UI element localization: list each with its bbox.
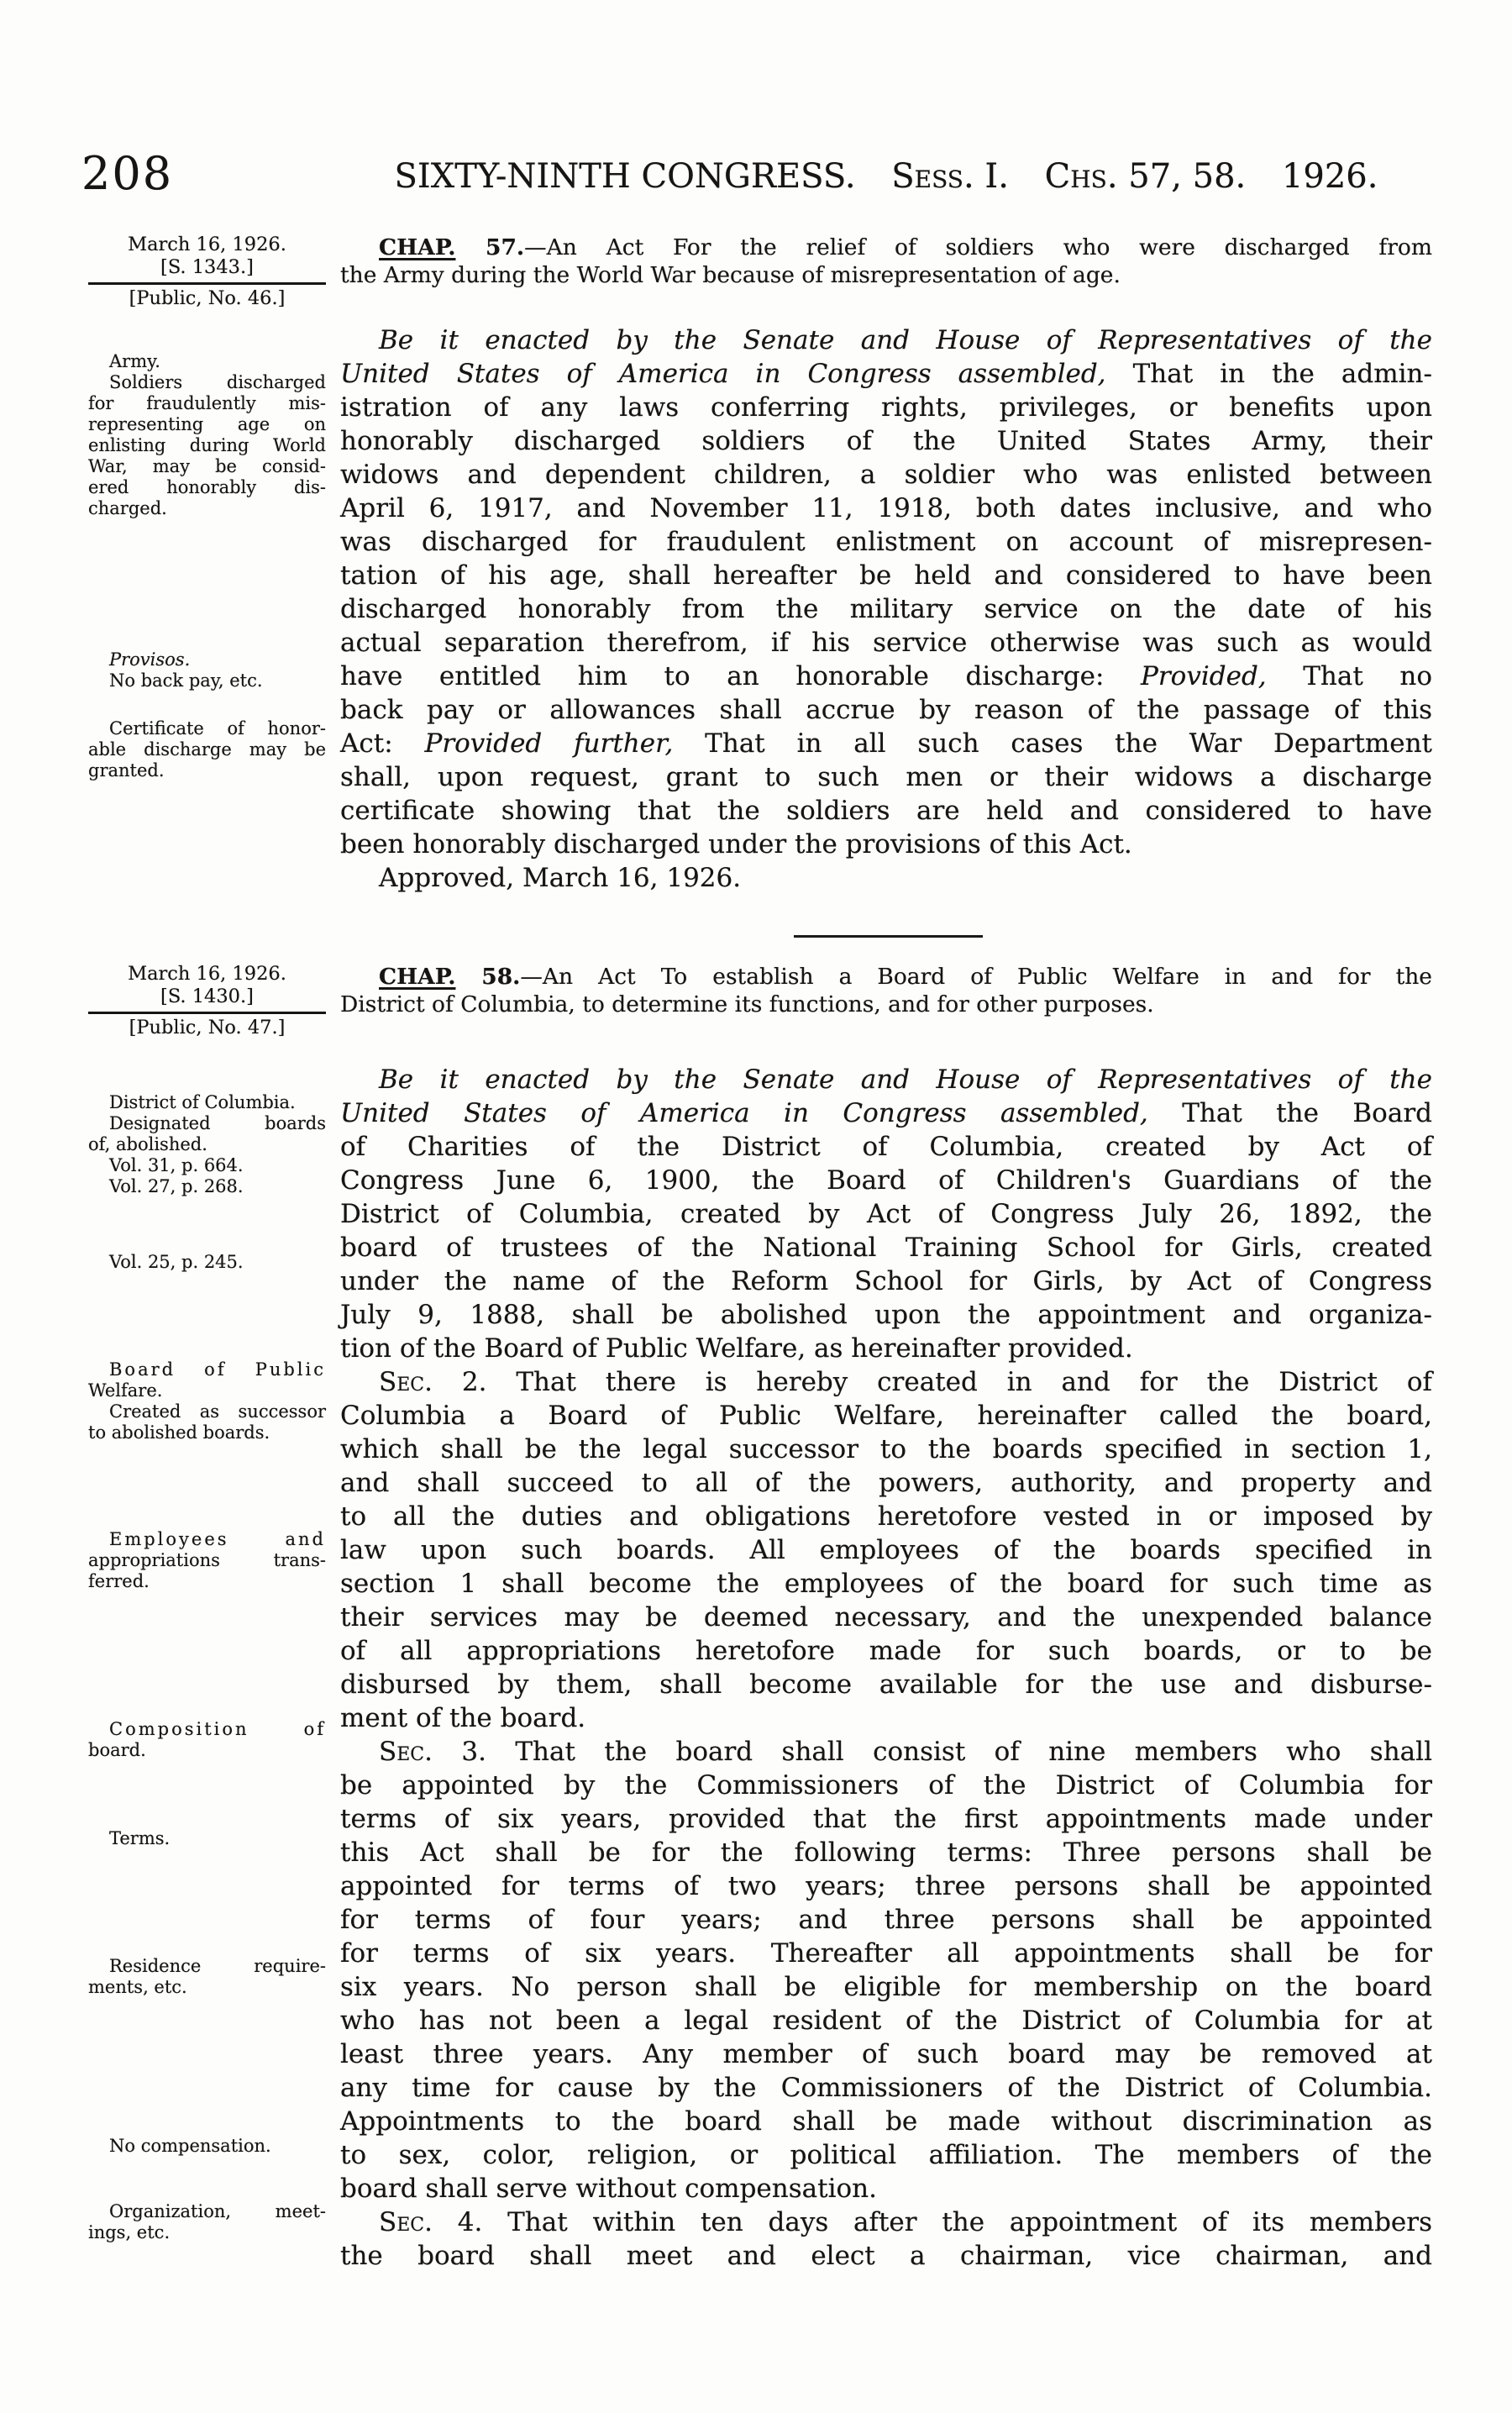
statute-text-line: under the name of the Reform School for Girls, by Act of Congress	[340, 1266, 1432, 1296]
margin-note-line: Board of Public	[109, 1359, 326, 1380]
margin-note-line: Vol. 27, p. 268.	[109, 1176, 244, 1196]
act-title-line: CHAP. 58.—An Act To establish a Board of Public Welfare in and for the	[379, 964, 1432, 990]
margin-note-line: Certificate of honor-	[109, 718, 326, 739]
statute-text-line: to sex, color, religion, or political affiliation. The members of the	[340, 2140, 1432, 2170]
margin-note-line: Army.	[109, 351, 160, 371]
sidenote-rule	[88, 282, 326, 285]
statute-text-line: and shall succeed to all of the powers, authority, and property and	[340, 1468, 1432, 1498]
statute-text-line: actual separation therefrom, if his service otherwise was such as would	[340, 628, 1432, 658]
margin-note-line: of, abolished.	[88, 1134, 207, 1154]
statute-text-line: for terms of four years; and three persons shall be appointed	[340, 1905, 1432, 1935]
sidenote-bill-number: [S. 1430.]	[160, 986, 254, 1007]
statute-text-line: ment of the board.	[340, 1703, 586, 1733]
statute-text-line: April 6, 1917, and November 11, 1918, both dates inclusive, and who	[340, 493, 1432, 523]
statute-text-line: Appointments to the board shall be made without discrimination as	[340, 2106, 1432, 2137]
margin-note-line: charged.	[88, 498, 167, 518]
statute-text-line: honorably discharged soldiers of the United States Army, their	[340, 426, 1432, 456]
chapter-divider-rule	[794, 935, 983, 938]
sidenote-bill-number: [S. 1343.]	[160, 256, 254, 278]
statute-text-line: United States of America in Congress assembled, That in the admin-	[340, 359, 1432, 389]
statute-text-line: law upon such boards. All employees of the boards specified in	[340, 1535, 1432, 1565]
sidenote-rule	[88, 1012, 326, 1014]
margin-note-provisos	[88, 649, 326, 691]
sidenote-public-law: [Public, No. 47.]	[129, 1017, 286, 1038]
statute-text-line: Approved, March 16, 1926.	[379, 863, 742, 893]
margin-note-line: board.	[88, 1740, 146, 1760]
running-header-session: Sess. I.	[891, 157, 1009, 196]
statute-text-line: to all the duties and obligations heretofore vested in or imposed by	[340, 1501, 1432, 1532]
running-header-year: 1926.	[1281, 157, 1378, 196]
margin-note-terms	[88, 1828, 326, 1849]
statute-text-line: Be it enacted by the Senate and House of Representatives of the	[379, 325, 1432, 355]
statute-text-line: six years. No person shall be eligible for membership on the board	[340, 1972, 1432, 2002]
statute-text-line: have entitled him to an honorable discharge: Provided, That no	[340, 661, 1433, 691]
margin-note-line: District of Columbia.	[109, 1092, 296, 1112]
statute-text-line: the board shall meet and elect a chairman, vice chairman, and	[340, 2241, 1432, 2271]
statute-text-line: Congress June 6, 1900, the Board of Children's Guardians of the	[340, 1165, 1432, 1196]
act-title-line: District of Columbia, to determine its functions, and for other purposes.	[340, 991, 1154, 1017]
statute-text-line: July 9, 1888, shall be abolished upon the appointment and organiza-	[340, 1300, 1432, 1330]
margin-note-line: ings, etc.	[88, 2222, 171, 2242]
margin-note-line: ferred.	[88, 1571, 150, 1591]
statute-text-line: District of Columbia, created by Act of Congress July 26, 1892, the	[340, 1199, 1432, 1229]
act-title-line: CHAP. 57.—An Act For the relief of soldiers who were discharged from	[379, 234, 1432, 260]
statute-text-line: board of trustees of the National Training School for Girls, created	[340, 1233, 1432, 1263]
statute-text-line: back pay or allowances shall accrue by reason of the passage of this	[340, 695, 1432, 725]
margin-note-organization-meetings	[88, 2201, 326, 2243]
statute-text-line: Be it enacted by the Senate and House of Representatives of the	[379, 1065, 1432, 1095]
chap57-body	[340, 323, 1432, 895]
chap58-body	[340, 1063, 1432, 2273]
margin-note-line: to abolished boards.	[88, 1422, 270, 1443]
running-header-chapters: Chs. 57, 58.	[1044, 157, 1247, 196]
margin-note-composition-of-board	[88, 1719, 326, 1761]
act-title-line: the Army during the World War because of misrepresentation of age.	[340, 262, 1121, 288]
margin-note-line: Designated boards	[109, 1113, 326, 1133]
margin-note-line: Employees and	[109, 1529, 326, 1549]
margin-note-line: Organization, meet-	[109, 2201, 326, 2221]
sidenote-date: March 16, 1926.	[128, 963, 286, 985]
margin-note-army	[88, 351, 326, 519]
running-header	[340, 158, 1432, 195]
statute-text-line: tion of the Board of Public Welfare, as hereinafter provided.	[340, 1333, 1133, 1364]
margin-note-line: for fraudulently mis-	[88, 393, 326, 413]
margin-note-employees-transferred	[88, 1529, 326, 1592]
statute-text-line: certificate showing that the soldiers are held and considered to have	[340, 796, 1432, 826]
margin-note-line: Composition of	[109, 1719, 326, 1739]
statute-text-line: of all appropriations heretofore made for such boards, or to be	[340, 1636, 1432, 1666]
margin-note-line: No compensation.	[109, 2136, 271, 2156]
statute-text-line: disbursed by them, shall become available for the use and disburse-	[340, 1669, 1432, 1700]
sidenote-date: March 16, 1926.	[128, 234, 286, 255]
statute-text-line: section 1 shall become the employees of the board for such time as	[340, 1569, 1432, 1599]
statute-text-line: tation of his age, shall hereafter be held and considered to have been	[340, 560, 1432, 591]
statute-text-line: who has not been a legal resident of the District of Columbia for at	[340, 2006, 1432, 2036]
margin-note-line: Soldiers discharged	[109, 372, 326, 392]
statute-text-line: any time for cause by the Commissioners of the District of Columbia.	[340, 2073, 1432, 2103]
statute-text-line: widows and dependent children, a soldier who was enlisted between	[340, 460, 1432, 490]
margin-note-line: Vol. 25, p. 245.	[109, 1252, 244, 1272]
chap58-heading	[340, 963, 1432, 1018]
statute-text-line: least three years. Any member of such board may be removed at	[340, 2039, 1432, 2069]
margin-note-line: ments, etc.	[88, 1977, 187, 1997]
statute-text-line: Sec. 2. That there is hereby created in and for the District of	[379, 1367, 1432, 1397]
margin-note-line: Provisos.	[109, 649, 191, 670]
margin-note-line: Welfare.	[88, 1380, 163, 1401]
statute-text-line: shall, upon request, grant to such men or their widows a discharge	[340, 762, 1432, 792]
statute-text-line: Sec. 3. That the board shall consist of nine members who shall	[379, 1737, 1432, 1767]
statute-text-line: Columbia a Board of Public Welfare, hereinafter called the board,	[340, 1401, 1432, 1431]
margin-note-line: granted.	[88, 760, 165, 781]
margin-note-district-of-columbia-boards	[88, 1092, 326, 1197]
sidenote-public-law: [Public, No. 46.]	[129, 287, 286, 309]
margin-note-line: Residence require-	[109, 1956, 326, 1976]
margin-note-residence-requirements	[88, 1956, 326, 1998]
statute-text-line: be appointed by the Commissioners of the District of Columbia for	[340, 1770, 1432, 1801]
statute-text-line: of Charities of the District of Columbia, created by Act of	[340, 1132, 1432, 1162]
margin-note-line: appropriations trans-	[88, 1550, 326, 1570]
statute-text-line: terms of six years, provided that the first appointments made under	[340, 1804, 1432, 1834]
margin-note-line: Vol. 31, p. 664.	[109, 1155, 244, 1175]
page-number: 208	[81, 147, 174, 200]
statute-text-line: Sec. 4. That within ten days after the appointment of its members	[379, 2207, 1432, 2237]
margin-note-certificate-of-discharge	[88, 718, 326, 781]
margin-note-line: able discharge may be	[88, 739, 326, 760]
margin-note-line: Terms.	[109, 1828, 171, 1848]
statute-text-line: for terms of six years. Thereafter all appointments shall be for	[340, 1938, 1432, 1969]
statute-text-line: istration of any laws conferring rights, privileges, or benefits upon	[340, 392, 1432, 423]
margin-note-board-of-public-welfare	[88, 1359, 326, 1443]
margin-note-line: War, may be consid-	[88, 456, 326, 476]
margin-note-line: ered honorably dis-	[88, 477, 326, 497]
chap57-heading	[340, 234, 1432, 289]
margin-note-line: representing age on	[88, 414, 326, 434]
statute-text-line: been honorably discharged under the provisions of this Act.	[340, 829, 1132, 860]
statute-text-line: was discharged for fraudulent enlistment on account of misrepresen-	[340, 527, 1432, 557]
statute-text-line: this Act shall be for the following terms: Three persons shall be	[340, 1837, 1432, 1868]
statute-text-line: appointed for terms of two years; three persons shall be appointed	[340, 1871, 1432, 1901]
statute-text-line: Act: Provided further, That in all such cases the War Department	[340, 728, 1432, 759]
margin-note-line: Created as successor	[109, 1401, 326, 1422]
margin-note-line: enlisting during World	[88, 435, 326, 455]
chap57-sidenote-block	[88, 234, 326, 310]
statute-text-line: board shall serve without compensation.	[340, 2174, 877, 2204]
statute-text-line: their services may be deemed necessary, and the unexpended balance	[340, 1602, 1432, 1632]
statute-text-line: which shall be the legal successor to the boards specified in section 1,	[340, 1434, 1432, 1464]
statute-text-line: United States of America in Congress assembled, That the Board	[340, 1098, 1432, 1128]
margin-note-vol-25-p-245	[88, 1252, 326, 1273]
margin-note-no-compensation	[88, 2136, 326, 2157]
running-header-congress: SIXTY-NINTH CONGRESS.	[394, 157, 856, 196]
chap58-sidenote-block	[88, 963, 326, 1039]
margin-note-line: No back pay, etc.	[109, 670, 263, 691]
statute-text-line: discharged honorably from the military service on the date of his	[340, 594, 1432, 624]
